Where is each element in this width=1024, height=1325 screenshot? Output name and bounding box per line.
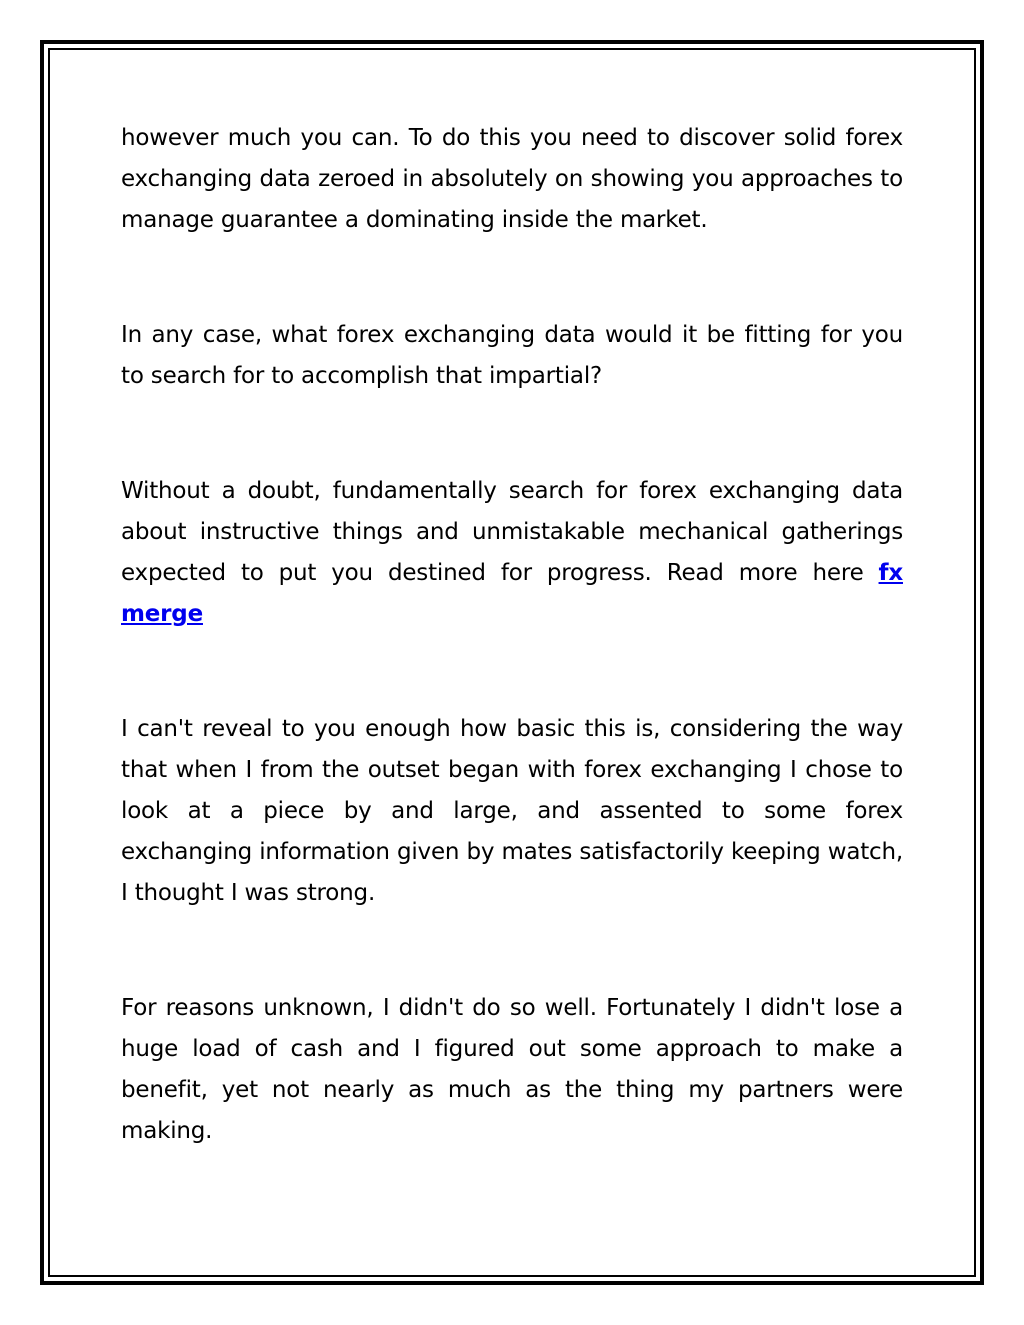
paragraph-5: For reasons unknown, I didn't do so well. Fortunately I didn't lose a huge load of cash and I figured out some approach to make a benefit, yet not nearly as much as the thing my partners were making. [121, 995, 903, 1144]
fx-merge-link[interactable]: fx merge [121, 560, 903, 627]
paragraph-4: I can't reveal to you enough how basic this is, considering the way that when I from the outset began with forex exchanging I chose to look at a piece by and large, and assented to some forex exchanging information given by mates satisfactorily keeping watch, I thought I was strong. [121, 716, 903, 906]
paragraph-3-text: Without a doubt, fundamentally search for forex exchanging data about instructive things and unmistakable mechanical gatherings expected to put you destined for progress. Read more here [121, 478, 903, 586]
paragraph-3 [121, 471, 903, 635]
document-body [121, 118, 903, 1152]
paragraph-2: In any case, what forex exchanging data would it be fitting for you to search for to accomplish that impartial? [121, 322, 903, 389]
paragraph-1: however much you can. To do this you need to discover solid forex exchanging data zeroed in absolutely on showing you approaches to manage guarantee a dominating inside the market. [121, 125, 903, 233]
